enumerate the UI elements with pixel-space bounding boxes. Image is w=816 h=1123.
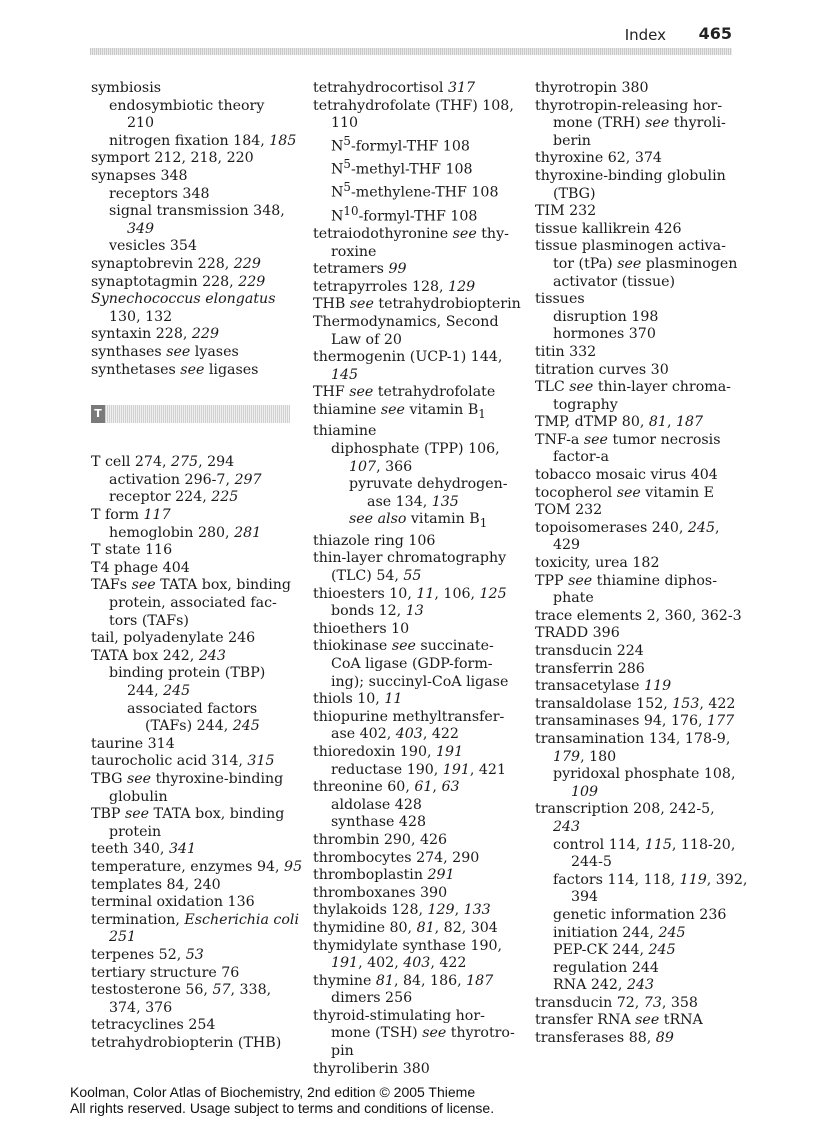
- index-entry: thymidine 80, 81, 82, 304: [313, 919, 498, 936]
- index-subentry: (TAFs) 244, 245: [145, 718, 260, 735]
- index-entry: symbiosis: [91, 80, 162, 96]
- index-subentry: $N^{10}-formyl$-THF 108: [331, 203, 478, 225]
- index-subentry: 145: [331, 366, 359, 383]
- index-subentry: dimers 256: [331, 990, 413, 1007]
- index-subentry: roxine: [331, 243, 377, 260]
- index-subentry: 394: [571, 889, 599, 906]
- index-subentry: 110: [331, 115, 359, 132]
- index-subentry: (TBG): [553, 185, 596, 202]
- index-entry: teeth 340, 341: [91, 841, 197, 858]
- index-subentry: disruption 198: [553, 308, 659, 325]
- index-entry: TLC see thin-layer chroma-: [535, 379, 731, 396]
- index-subentry: pyruvate dehydrogen-: [349, 476, 508, 493]
- letter-heading: T: [91, 405, 105, 423]
- index-subentry: bonds 12, 13: [331, 603, 424, 620]
- index-entry: toxicity, urea 182: [535, 555, 660, 572]
- index-entry: transducin 224: [535, 643, 644, 659]
- index-subentry: 191, 402, 403, 422: [331, 955, 467, 972]
- index-entry: synapses 348: [91, 167, 188, 184]
- index-subentry: 429: [553, 537, 581, 554]
- page-header: [90, 24, 732, 50]
- index-entry: tocopherol see vitamin E: [535, 484, 715, 501]
- index-entry: transaminases 94, 176, 177: [535, 713, 735, 730]
- index-subentry: $N^5-formyl$-THF 108: [331, 133, 470, 155]
- index-entry: thiamine: [313, 423, 377, 440]
- index-entry: templates 84, 240: [91, 876, 221, 893]
- index-subentry: CoA ligase (GDP-form-: [331, 656, 493, 672]
- index-entry: topoisomerases 240, 245,: [535, 519, 720, 536]
- index-subentry: mone (TSH) see thyrotro-: [331, 1025, 515, 1042]
- index-entry: testosterone 56, 57, 338,: [91, 982, 272, 999]
- index-subentry: pin: [331, 1043, 354, 1060]
- index-entry: thromboxanes 390: [313, 884, 448, 901]
- index-entry: thiopurine methyltransfer-: [313, 708, 505, 725]
- index-entry: synthases see lyases: [91, 343, 239, 360]
- letter-section-bar: [91, 403, 303, 427]
- index-subentry: factor-a: [553, 449, 609, 466]
- index-entry: THF see tetrahydrofolate: [313, 384, 496, 401]
- index-entry: titration curves 30: [535, 361, 669, 378]
- index-subentry: associated factors: [127, 700, 258, 717]
- index-entry: termination, Escherichia coli: [91, 911, 299, 928]
- index-entry: thylakoids 128, 129, 133: [313, 902, 491, 919]
- index-entry: transferrin 286: [535, 660, 645, 677]
- index-subentry: mone (TRH) see thyroli-: [553, 115, 726, 132]
- index-entry: thiokinase see succinate-: [313, 638, 494, 655]
- index-entry: TPP see thiamine diphos-: [535, 572, 717, 589]
- index-entry: thin-layer chromatography: [313, 550, 507, 567]
- section-title: Index: [624, 26, 666, 44]
- index-subentry: nitrogen fixation 184, 185: [109, 132, 297, 149]
- index-subentry: control 114, 115, 118-20,: [553, 836, 736, 853]
- index-entry: TAFs see TATA box, binding: [91, 577, 292, 594]
- index-entry: thrombin 290, 426: [313, 831, 448, 848]
- index-subentry: initiation 244, 245: [553, 924, 686, 941]
- index-column-2: [313, 80, 525, 1078]
- index-subentry: PEP-CK 244, 245: [553, 942, 676, 959]
- index-subentry: 210: [127, 115, 155, 132]
- index-entry: thiamine see vitamin $B_1$: [313, 402, 486, 421]
- index-subentry: protein: [109, 823, 162, 840]
- index-entry: thyroid-stimulating hor-: [313, 1007, 485, 1024]
- index-entry: transcription 208, 242-5,: [535, 801, 715, 818]
- index-subentry: activation 296-7, 297: [109, 471, 262, 488]
- index-entry: transfer RNA see tRNA: [535, 1012, 703, 1029]
- index-entry: syntaxin 228, 229: [91, 326, 219, 343]
- index-entry: thyroliberin 380: [313, 1060, 430, 1077]
- index-subentry: hormones 370: [553, 326, 656, 343]
- index-subentry: genetic information 236: [553, 906, 727, 923]
- index-entry: tetrahydrobiopterin (THB): [91, 1034, 282, 1051]
- index-subentry: vesicles 354: [109, 238, 197, 255]
- index-entry: tetrahydrocortisol 317: [313, 80, 476, 96]
- footer-line-2: All rights reserved. Usage subject to terms and conditions of license.: [70, 1100, 495, 1116]
- index-subentry: 130, 132: [109, 308, 173, 325]
- index-entry: titin 332: [535, 343, 597, 360]
- index-entry: taurine 314: [91, 735, 175, 752]
- index-entry: tertiary structure 76: [91, 964, 240, 981]
- index-entry: transacetylase 119: [535, 678, 672, 695]
- index-subentry: $N^5-methylene$-THF 108: [331, 180, 499, 202]
- index-column-1: [91, 80, 303, 1052]
- page-number: 465: [698, 24, 732, 43]
- index-subentry: endosymbiotic theory: [109, 97, 265, 114]
- index-subentry: phate: [553, 590, 594, 607]
- index-entry: thrombocytes 274, 290: [313, 849, 480, 866]
- index-subentry: tor (tPa) see plasminogen: [553, 255, 738, 272]
- index-entry: tobacco mosaic virus 404: [535, 467, 718, 484]
- index-subentry: berin: [553, 132, 591, 149]
- index-entry: thiols 10, 11: [313, 691, 403, 708]
- index-entry: transducin 72, 73, 358: [535, 994, 698, 1011]
- index-entry: thioesters 10, 11, 106, 125: [313, 585, 507, 602]
- index-entry: tetramers 99: [313, 261, 407, 278]
- index-entry: synaptobrevin 228, 229: [91, 255, 261, 272]
- index-entry: thioredoxin 190, 191: [313, 743, 464, 760]
- index-subentry: 109: [571, 783, 599, 800]
- index-entry: thyrotropin-releasing hor-: [535, 97, 723, 114]
- index-entry: trace elements 2, 360, 362-3: [535, 607, 742, 624]
- index-entry: transamination 134, 178-9,: [535, 730, 731, 747]
- index-entry: TNF-a see tumor necrosis: [535, 431, 721, 448]
- index-entry: thyroxine 62, 374: [535, 150, 662, 167]
- index-entry: terpenes 52, 53: [91, 946, 204, 963]
- index-subentry: globulin: [109, 788, 168, 805]
- index-entry: thyroxine-binding globulin: [535, 167, 726, 184]
- index-entry: tetraiodothyronine see thy-: [313, 226, 509, 243]
- index-subentry: receptors 348: [109, 185, 210, 202]
- index-entry: TRADD 396: [535, 625, 620, 642]
- index-subentry: $N^5-methyl$-THF 108: [331, 157, 473, 178]
- index-entry: thymine 81, 84, 186, 187: [313, 972, 494, 989]
- index-entry: tetrahydrofolate (THF) 108,: [313, 97, 514, 114]
- index-subentry: 244, 245: [127, 683, 191, 699]
- index-subentry: regulation 244: [553, 959, 659, 976]
- index-entry: tail, polyadenylate 246: [91, 630, 256, 647]
- index-subentry: hemoglobin 280, 281: [109, 524, 262, 541]
- index-subentry: tors (TAFs): [109, 612, 189, 629]
- index-entry: taurocholic acid 314, 315: [91, 753, 275, 770]
- index-subentry: RNA 242, 243: [553, 977, 655, 994]
- index-subentry: 244-5: [571, 854, 612, 871]
- index-subentry: activator (tissue): [553, 273, 676, 290]
- header-rule: [90, 48, 732, 55]
- index-subentry: tography: [553, 396, 618, 413]
- spacer: [91, 379, 303, 397]
- index-entry: TMP, dTMP 80, 81, 187: [535, 414, 704, 431]
- index-subentry: 251: [109, 929, 137, 946]
- index-entry: THB see tetrahydrobiopterin: [313, 296, 521, 313]
- index-entry: tissues: [535, 291, 585, 308]
- copyright-footer: [70, 1084, 494, 1116]
- index-subentry: 349: [127, 220, 155, 237]
- index-entry: symport 212, 218, 220: [91, 150, 254, 167]
- index-subentry: receptor 224, 225: [109, 489, 239, 506]
- index-column-3: [535, 80, 747, 1048]
- index-entry: synaptotagmin 228, 229: [91, 273, 266, 290]
- index-entry: tissue kallikrein 426: [535, 220, 682, 237]
- index-subentry: ase 402, 403, 422: [331, 726, 459, 743]
- index-subentry: 107, 366: [349, 458, 413, 475]
- index-subentry: factors 114, 118, 119, 392,: [553, 871, 748, 888]
- index-subentry: Law of 20: [331, 331, 402, 348]
- index-entry: temperature, enzymes 94, 95: [91, 858, 303, 875]
- index-entry: thymidylate synthase 190,: [313, 937, 503, 954]
- index-entry: TATA box 242, 243: [91, 647, 226, 664]
- index-subentry: aldolase 428: [331, 796, 422, 813]
- index-entry: transferases 88, 89: [535, 1030, 674, 1047]
- index-subentry: see also vitamin $B_1$: [349, 511, 488, 531]
- index-subentry: (TLC) 54, 55: [331, 568, 422, 585]
- index-entry: TIM 232: [535, 203, 597, 220]
- index-entry: tetrapyrroles 128, 129: [313, 278, 476, 295]
- index-entry: Synechococcus elongatus: [91, 291, 276, 308]
- index-entry: terminal oxidation 136: [91, 894, 255, 911]
- index-subentry: ing); succinyl-CoA ligase: [331, 673, 509, 690]
- index-entry: tissue plasminogen activa-: [535, 238, 726, 255]
- index-entry: transaldolase 152, 153, 422: [535, 695, 736, 712]
- index-entry: thyrotropin 380: [535, 80, 649, 96]
- index-entry: TBG see thyroxine-binding: [91, 770, 284, 787]
- index-entry: T form 117: [91, 507, 171, 524]
- index-entry: synthetases see ligases: [91, 361, 259, 378]
- index-entry: thermogenin (UCP-1) 144,: [313, 349, 503, 366]
- index-subentry: synthase 428: [331, 814, 426, 831]
- index-entry: T cell 274, 275, 294: [91, 454, 235, 471]
- index-entry: TBP see TATA box, binding: [91, 806, 285, 823]
- index-entry: Thermodynamics, Second: [313, 314, 499, 331]
- index-subentry: protein, associated fac-: [109, 595, 277, 612]
- index-entry: threonine 60, 61, 63: [313, 779, 460, 796]
- index-subentry: 374, 376: [109, 999, 173, 1016]
- spacer: [91, 437, 303, 455]
- letter-bar-shading: [91, 405, 290, 423]
- index-subentry: binding protein (TBP): [109, 665, 266, 682]
- index-subentry: reductase 190, 191, 421: [331, 761, 506, 778]
- index-subentry: ase 134, 135: [367, 493, 459, 510]
- index-entry: TOM 232: [535, 502, 603, 519]
- index-subentry: 243: [553, 818, 581, 835]
- index-entry: tetracyclines 254: [91, 1017, 216, 1034]
- index-entry: T4 phage 404: [91, 559, 190, 576]
- index-subentry: diphosphate (TPP) 106,: [331, 441, 500, 458]
- index-entry: thiazole ring 106: [313, 532, 436, 549]
- index-subentry: signal transmission 348,: [109, 203, 285, 220]
- index-entry: T state 116: [91, 542, 173, 559]
- index-entry: thioethers 10: [313, 620, 410, 637]
- footer-line-1: Koolman, Color Atlas of Biochemistry, 2nd edition © 2005 Thieme: [70, 1084, 476, 1100]
- index-subentry: pyridoxal phosphate 108,: [553, 766, 736, 783]
- index-entry: thromboplastin 291: [313, 867, 455, 884]
- index-subentry: 179, 180: [553, 748, 617, 765]
